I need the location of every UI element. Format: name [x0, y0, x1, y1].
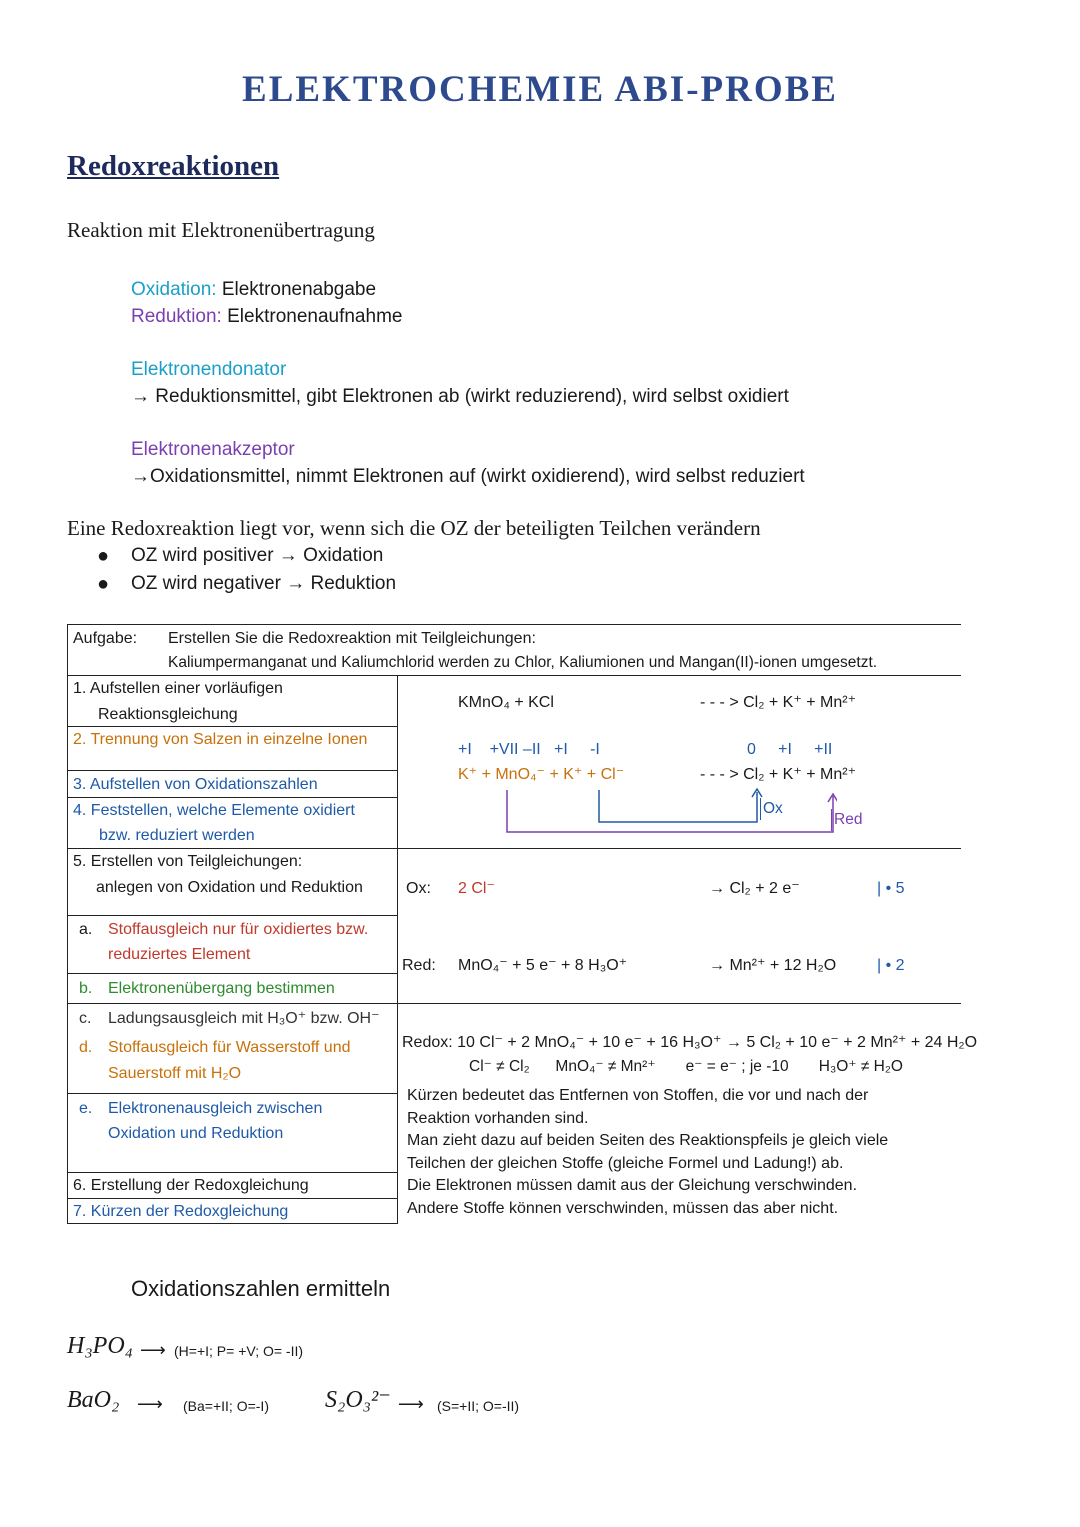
bullet-2 — [97, 573, 397, 596]
bullet-text: OZ wird negativer → Reduktion — [131, 573, 397, 594]
task-table — [67, 624, 978, 1224]
bullet-dot: ● — [97, 573, 110, 595]
step-a-line-1: Stoffausgleich nur für oxidiertes bzw. — [108, 921, 369, 938]
red-label: Red: — [402, 957, 436, 974]
kuerzen-line: Kürzen bedeutet das Entfernen von Stoffen, die vor und nach der — [407, 1087, 869, 1104]
step-d-letter: d. — [79, 1039, 93, 1056]
kuerzen-line: Die Elektronen müssen damit aus der Gleichung verschwinden. — [407, 1177, 858, 1194]
step-a-letter: a. — [79, 921, 93, 938]
step-d-line-2: Sauerstoff mit H₂O — [108, 1065, 242, 1082]
section-heading: Redoxreaktionen — [67, 150, 280, 182]
ox-left: 2 Cl⁻ — [458, 880, 495, 897]
step-4-line-2: bzw. reduziert werden — [99, 827, 255, 844]
akzeptor-label: Elektronenakzeptor — [131, 439, 295, 460]
red-right: → Mn²⁺ + 12 H₂O — [709, 957, 837, 974]
red-factor: | • 2 — [877, 957, 905, 974]
redox-equation: Redox: 10 Cl⁻ + 2 MnO₄⁻ + 10 e⁻ + 16 H₃O⁺ → 5 Cl₂ + 10 e⁻ + 2 Mn²⁺ + 24 H₂O — [402, 1034, 978, 1051]
eq1-left: KMnO₄ + KCl — [458, 694, 554, 711]
kuerzen-line: Reaktion vorhanden sind. — [407, 1109, 589, 1127]
s2o3-value: (S=+II; O=-II) — [437, 1398, 520, 1414]
step-b-letter: b. — [79, 980, 93, 997]
intro-text: Reaktion mit Elektronenübertragung — [67, 218, 375, 242]
red-left: MnO₄⁻ + 5 e⁻ + 8 H₃O⁺ — [458, 957, 628, 974]
bullet-dot: ● — [97, 545, 110, 567]
step-4-line-1: 4. Feststellen, welche Elemente oxidiert — [73, 802, 355, 819]
eq1-right: - - - > Cl₂ + K⁺ + Mn²⁺ — [700, 694, 857, 711]
ox-label: Ox: — [406, 880, 431, 897]
right-rule-2 — [397, 1003, 961, 1004]
formula-s2o3: S₂O₃²⁻ — [325, 1387, 391, 1413]
step-2: 2. Trennung von Salzen in einzelne Ionen — [73, 731, 368, 748]
step-a-line-2: reduziertes Element — [108, 946, 251, 963]
table-top-rule — [67, 624, 961, 625]
page-title: ELEKTROCHEMIE ABI-PROBE — [242, 69, 838, 110]
reduktion-text: Elektronenaufnahme — [221, 306, 403, 327]
formula-h3po4: H₃PO₄ — [67, 1333, 134, 1359]
reduktion-label: Reduktion: — [131, 306, 222, 327]
step-3: 3. Aufstellen von Oxidationszahlen — [73, 776, 318, 793]
oz-row-left: +I +VII –II +I -I — [458, 741, 600, 758]
redox-notes: Cl⁻ ≠ Cl₂ MnO₄⁻ ≠ Mn²⁺ e⁻ = e⁻ ; je -10 H₃O⁺ ≠ H₂O — [469, 1058, 903, 1075]
task-label: Aufgabe: — [73, 630, 138, 647]
kuerzen-line: Andere Stoffe können verschwinden, müssen das aber nicht. — [407, 1199, 839, 1217]
step-c-letter: c. — [79, 1010, 92, 1027]
step-6: 6. Erstellung der Redoxgleichung — [73, 1177, 309, 1194]
arrow-icon: ⟶ — [140, 1340, 166, 1360]
right-rule-1 — [397, 848, 961, 849]
eq2-left: K⁺ + MnO₄⁻ + K⁺ + Cl⁻ — [458, 766, 625, 783]
donator-text: → Reduktionsmittel, gibt Elektronen ab (wirkt reduzierend), wird selbst oxidiert — [131, 386, 789, 407]
akzeptor-text: →Oxidationsmittel, nimmt Elektronen auf (wirkt oxidierend), wird selbst reduziert — [131, 466, 805, 487]
oz-heading: Oxidationszahlen ermitteln — [131, 1276, 391, 1301]
ox-right: → Cl₂ + 2 e⁻ — [709, 880, 800, 897]
step-e-line-1: Elektronenausgleich zwischen — [108, 1100, 323, 1117]
ox-factor: | • 5 — [877, 880, 905, 897]
ox-red-bracket — [497, 784, 837, 834]
oz-row-right: 0 +I +II — [747, 741, 833, 758]
donator-label: Elektronendonator — [131, 359, 287, 380]
reduktion-definition — [131, 306, 402, 328]
step-b: Elektronenübergang bestimmen — [108, 980, 335, 997]
ox-tag: Ox — [760, 798, 783, 820]
h3po4-value: (H=+I; P= +V; O= -II) — [174, 1343, 304, 1359]
task-line-1: Erstellen Sie die Redoxreaktion mit Teilgleichungen: — [168, 630, 536, 647]
step-5-line-1: 5. Erstellen von Teilgleichungen: — [73, 853, 303, 870]
arrow-icon: ⟶ — [398, 1394, 424, 1414]
kuerzen-line: Teilchen der gleichen Stoffe (gleiche Formel und Ladung!) ab. — [407, 1154, 844, 1172]
oxidation-text: Elektronenabgabe — [216, 279, 377, 300]
bao2-value: (Ba=+II; O=-I) — [183, 1398, 269, 1414]
formula-bao2: BaO₂ — [67, 1387, 120, 1413]
oxidation-label: Oxidation: — [131, 279, 217, 300]
bullet-1 — [97, 545, 384, 568]
oz-intro: Eine Redoxreaktion liegt vor, wenn sich die OZ der beteiligten Teilchen verändern — [67, 516, 761, 540]
task-line-2: Kaliumpermanganat und Kaliumchlorid werden zu Chlor, Kaliumionen und Mangan(II)-ionen umgesetzt. — [168, 654, 878, 671]
bullet-text: OZ wird positiver → Oxidation — [131, 545, 384, 566]
step-5-line-2: anlegen von Oxidation und Reduktion — [96, 879, 363, 896]
red-tag: Red — [831, 809, 862, 831]
step-e-line-2: Oxidation und Reduktion — [108, 1125, 284, 1142]
step-1-line-2: Reaktionsgleichung — [98, 706, 238, 723]
step-e-letter: e. — [79, 1100, 93, 1117]
kuerzen-line: Man zieht dazu auf beiden Seiten des Reaktionspfeils je gleich viele — [407, 1132, 889, 1149]
step-c: Ladungsausgleich mit H₃O⁺ bzw. OH⁻ — [108, 1010, 380, 1027]
oxidation-definition — [131, 279, 376, 301]
eq2-right: - - - > Cl₂ + K⁺ + Mn²⁺ — [700, 766, 857, 783]
step-d-line-1: Stoffausgleich für Wasserstoff und — [108, 1039, 351, 1056]
table-left-rule — [67, 624, 68, 676]
step-1-line-1: 1. Aufstellen einer vorläufigen — [73, 680, 283, 697]
kuerzen-text — [407, 1085, 888, 1220]
step-7: 7. Kürzen der Redoxgleichung — [73, 1203, 289, 1220]
arrow-icon: ⟶ — [137, 1394, 163, 1414]
